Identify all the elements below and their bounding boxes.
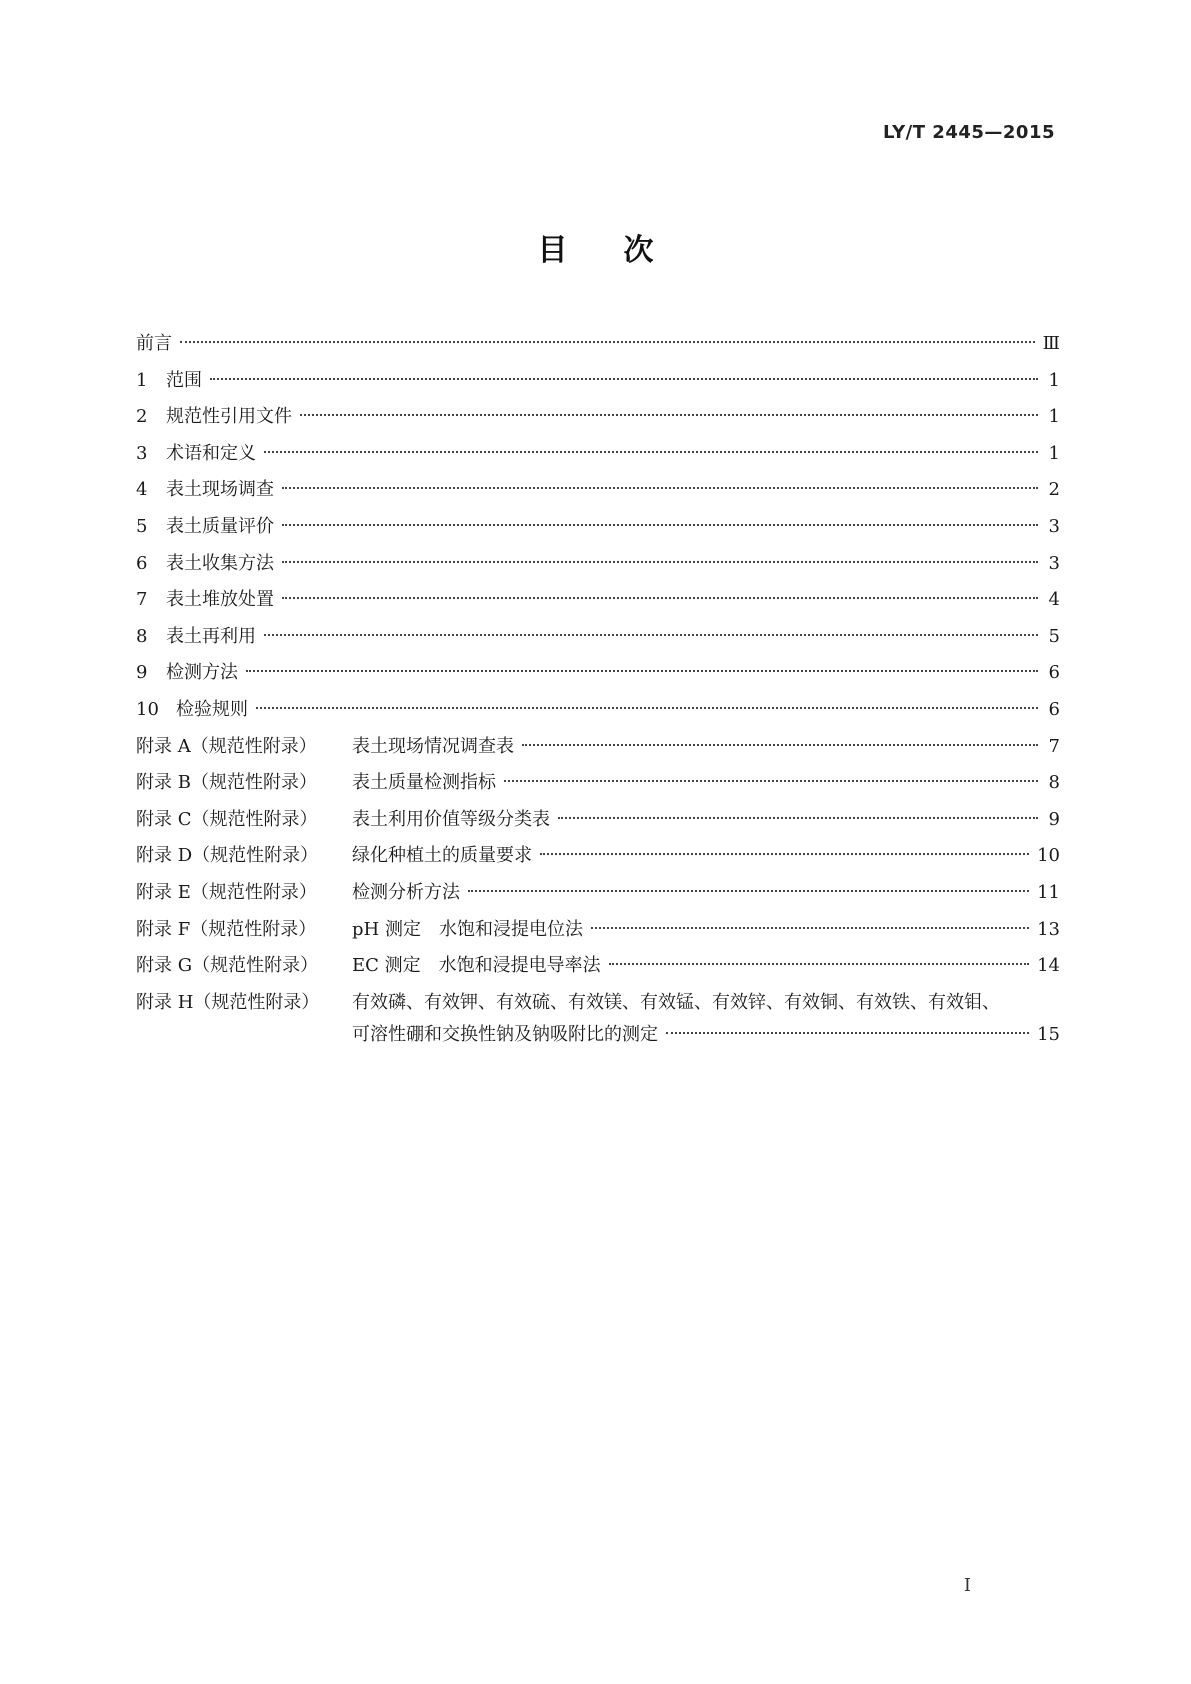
dot-leader [282,487,1038,489]
dot-leader [609,963,1029,965]
dot-leader [522,744,1038,746]
toc-number: 1 [136,369,148,391]
toc-number: 5 [136,515,148,537]
toc-label [136,729,514,766]
toc-title: 检测方法 [166,662,238,684]
toc-title: 术语和定义 [166,442,256,464]
dot-leader [282,597,1038,599]
dot-leader [256,707,1038,709]
dot-leader [468,890,1029,892]
toc-row-appendix[interactable] [136,729,1060,766]
toc-title: 范围 [166,369,202,391]
appendix-title: 检测分析方法 [352,881,460,903]
toc-number: 10 [136,698,159,720]
toc-label [136,363,202,400]
toc-label [136,582,274,619]
toc-row[interactable] [136,399,1060,436]
dot-leader [558,817,1038,819]
toc-label [136,692,248,729]
toc-title: 检验规则 [176,698,248,720]
toc-label [136,802,550,839]
appendix-title-line2-row [352,1017,1060,1053]
appendix-h-title-block [352,989,1060,1053]
toc-page: 1 [1048,369,1060,391]
appendix-tag: 附录 A（规范性附录） [136,735,317,757]
toc-row-appendix[interactable] [136,838,1060,875]
toc-label [136,655,238,692]
appendix-title-line2: 可溶性硼和交换性钠及钠吸附比的测定 [352,1023,658,1045]
toc-title: 表土收集方法 [166,552,274,574]
appendix-title: 表土现场情况调查表 [352,735,514,757]
dot-leader [666,1032,1029,1034]
toc-number: 2 [136,406,148,428]
toc-page: Ⅲ [1042,333,1060,354]
toc-number: 3 [136,442,148,464]
toc-label [136,546,274,583]
toc-page: 3 [1048,515,1060,537]
toc-page: 3 [1048,552,1060,574]
dot-leader [282,561,1038,563]
toc-row[interactable] [136,546,1060,583]
page-number: I [963,1575,971,1596]
appendix-tag: 附录 H（规范性附录） [136,991,320,1013]
toc-page: 6 [1048,662,1060,684]
toc-label [136,838,532,875]
toc-number: 9 [136,662,148,684]
toc-label: 前言 [136,333,172,354]
table-of-contents [136,326,1060,1053]
toc-title: 表土质量评价 [166,515,274,537]
appendix-title: 表土质量检测指标 [352,772,496,794]
toc-row[interactable] [136,582,1060,619]
toc-label [136,472,274,509]
appendix-tag: 附录 G（规范性附录） [136,955,319,977]
appendix-tag: 附录 F（规范性附录） [136,918,317,940]
dot-leader [264,634,1038,636]
toc-title: 规范性引用文件 [166,406,292,428]
dot-leader [591,927,1029,929]
toc-number: 6 [136,552,148,574]
page-title: 目次 [537,233,710,268]
toc-title: 表土堆放处置 [166,589,274,611]
toc-page: 14 [1037,955,1060,977]
toc-page: 1 [1048,442,1060,464]
dot-leader [210,378,1038,380]
appendix-tag: 附录 C（规范性附录） [136,808,318,830]
toc-label [136,619,256,656]
dot-leader [246,670,1038,672]
toc-page: 13 [1037,918,1060,940]
appendix-title: 表土利用价值等级分类表 [352,808,550,830]
toc-row-appendix-h[interactable] [136,989,1060,1053]
toc-page: 9 [1048,808,1060,830]
toc-row-appendix[interactable] [136,875,1060,912]
toc-row[interactable] [136,619,1060,656]
standard-code: LY/T 2445—2015 [882,122,1055,143]
toc-row-appendix[interactable] [136,765,1060,802]
toc-row-foreword[interactable] [136,326,1060,363]
toc-row-appendix[interactable] [136,802,1060,839]
toc-page: 7 [1048,735,1060,757]
toc-row-appendix[interactable] [136,948,1060,985]
dot-leader [282,524,1038,526]
toc-row[interactable] [136,472,1060,509]
toc-label [136,765,496,802]
toc-label [136,436,256,473]
toc-label [136,948,601,985]
toc-number: 8 [136,625,148,647]
appendix-tag: 附录 E（规范性附录） [136,881,317,903]
toc-label [136,399,292,436]
toc-number: 7 [136,589,148,611]
appendix-title-line1: 有效磷、有效钾、有效硫、有效镁、有效锰、有效锌、有效铜、有效铁、有效钼、 [352,991,1000,1013]
toc-label [136,509,274,546]
appendix-title: pH 测定 水饱和浸提电位法 [352,918,583,940]
dot-leader [540,853,1029,855]
toc-page: 1 [1048,406,1060,428]
toc-row[interactable] [136,363,1060,400]
toc-title: 表土再利用 [166,625,256,647]
toc-label [136,875,460,912]
dot-leader [300,414,1038,416]
appendix-tag: 附录 D（规范性附录） [136,845,319,867]
toc-row[interactable] [136,436,1060,473]
dot-leader [180,341,1035,343]
dot-leader [504,780,1038,782]
toc-row-appendix[interactable] [136,912,1060,949]
toc-page: 6 [1048,698,1060,720]
toc-page: 2 [1048,479,1060,501]
toc-page: 8 [1048,772,1060,794]
appendix-title: 绿化种植土的质量要求 [352,845,532,867]
toc-row[interactable] [136,509,1060,546]
toc-page: 11 [1037,881,1060,903]
appendix-title: EC 测定 水饱和浸提电导率法 [352,955,601,977]
dot-leader [264,451,1038,453]
toc-page: 5 [1048,625,1060,647]
toc-label [136,912,583,949]
toc-row[interactable] [136,655,1060,692]
toc-page: 4 [1048,589,1060,611]
toc-number: 4 [136,479,148,501]
toc-page: 15 [1037,1023,1060,1045]
toc-row[interactable] [136,692,1060,729]
toc-title: 表土现场调查 [166,479,274,501]
appendix-tag: 附录 B（规范性附录） [136,772,317,794]
toc-page: 10 [1037,845,1060,867]
